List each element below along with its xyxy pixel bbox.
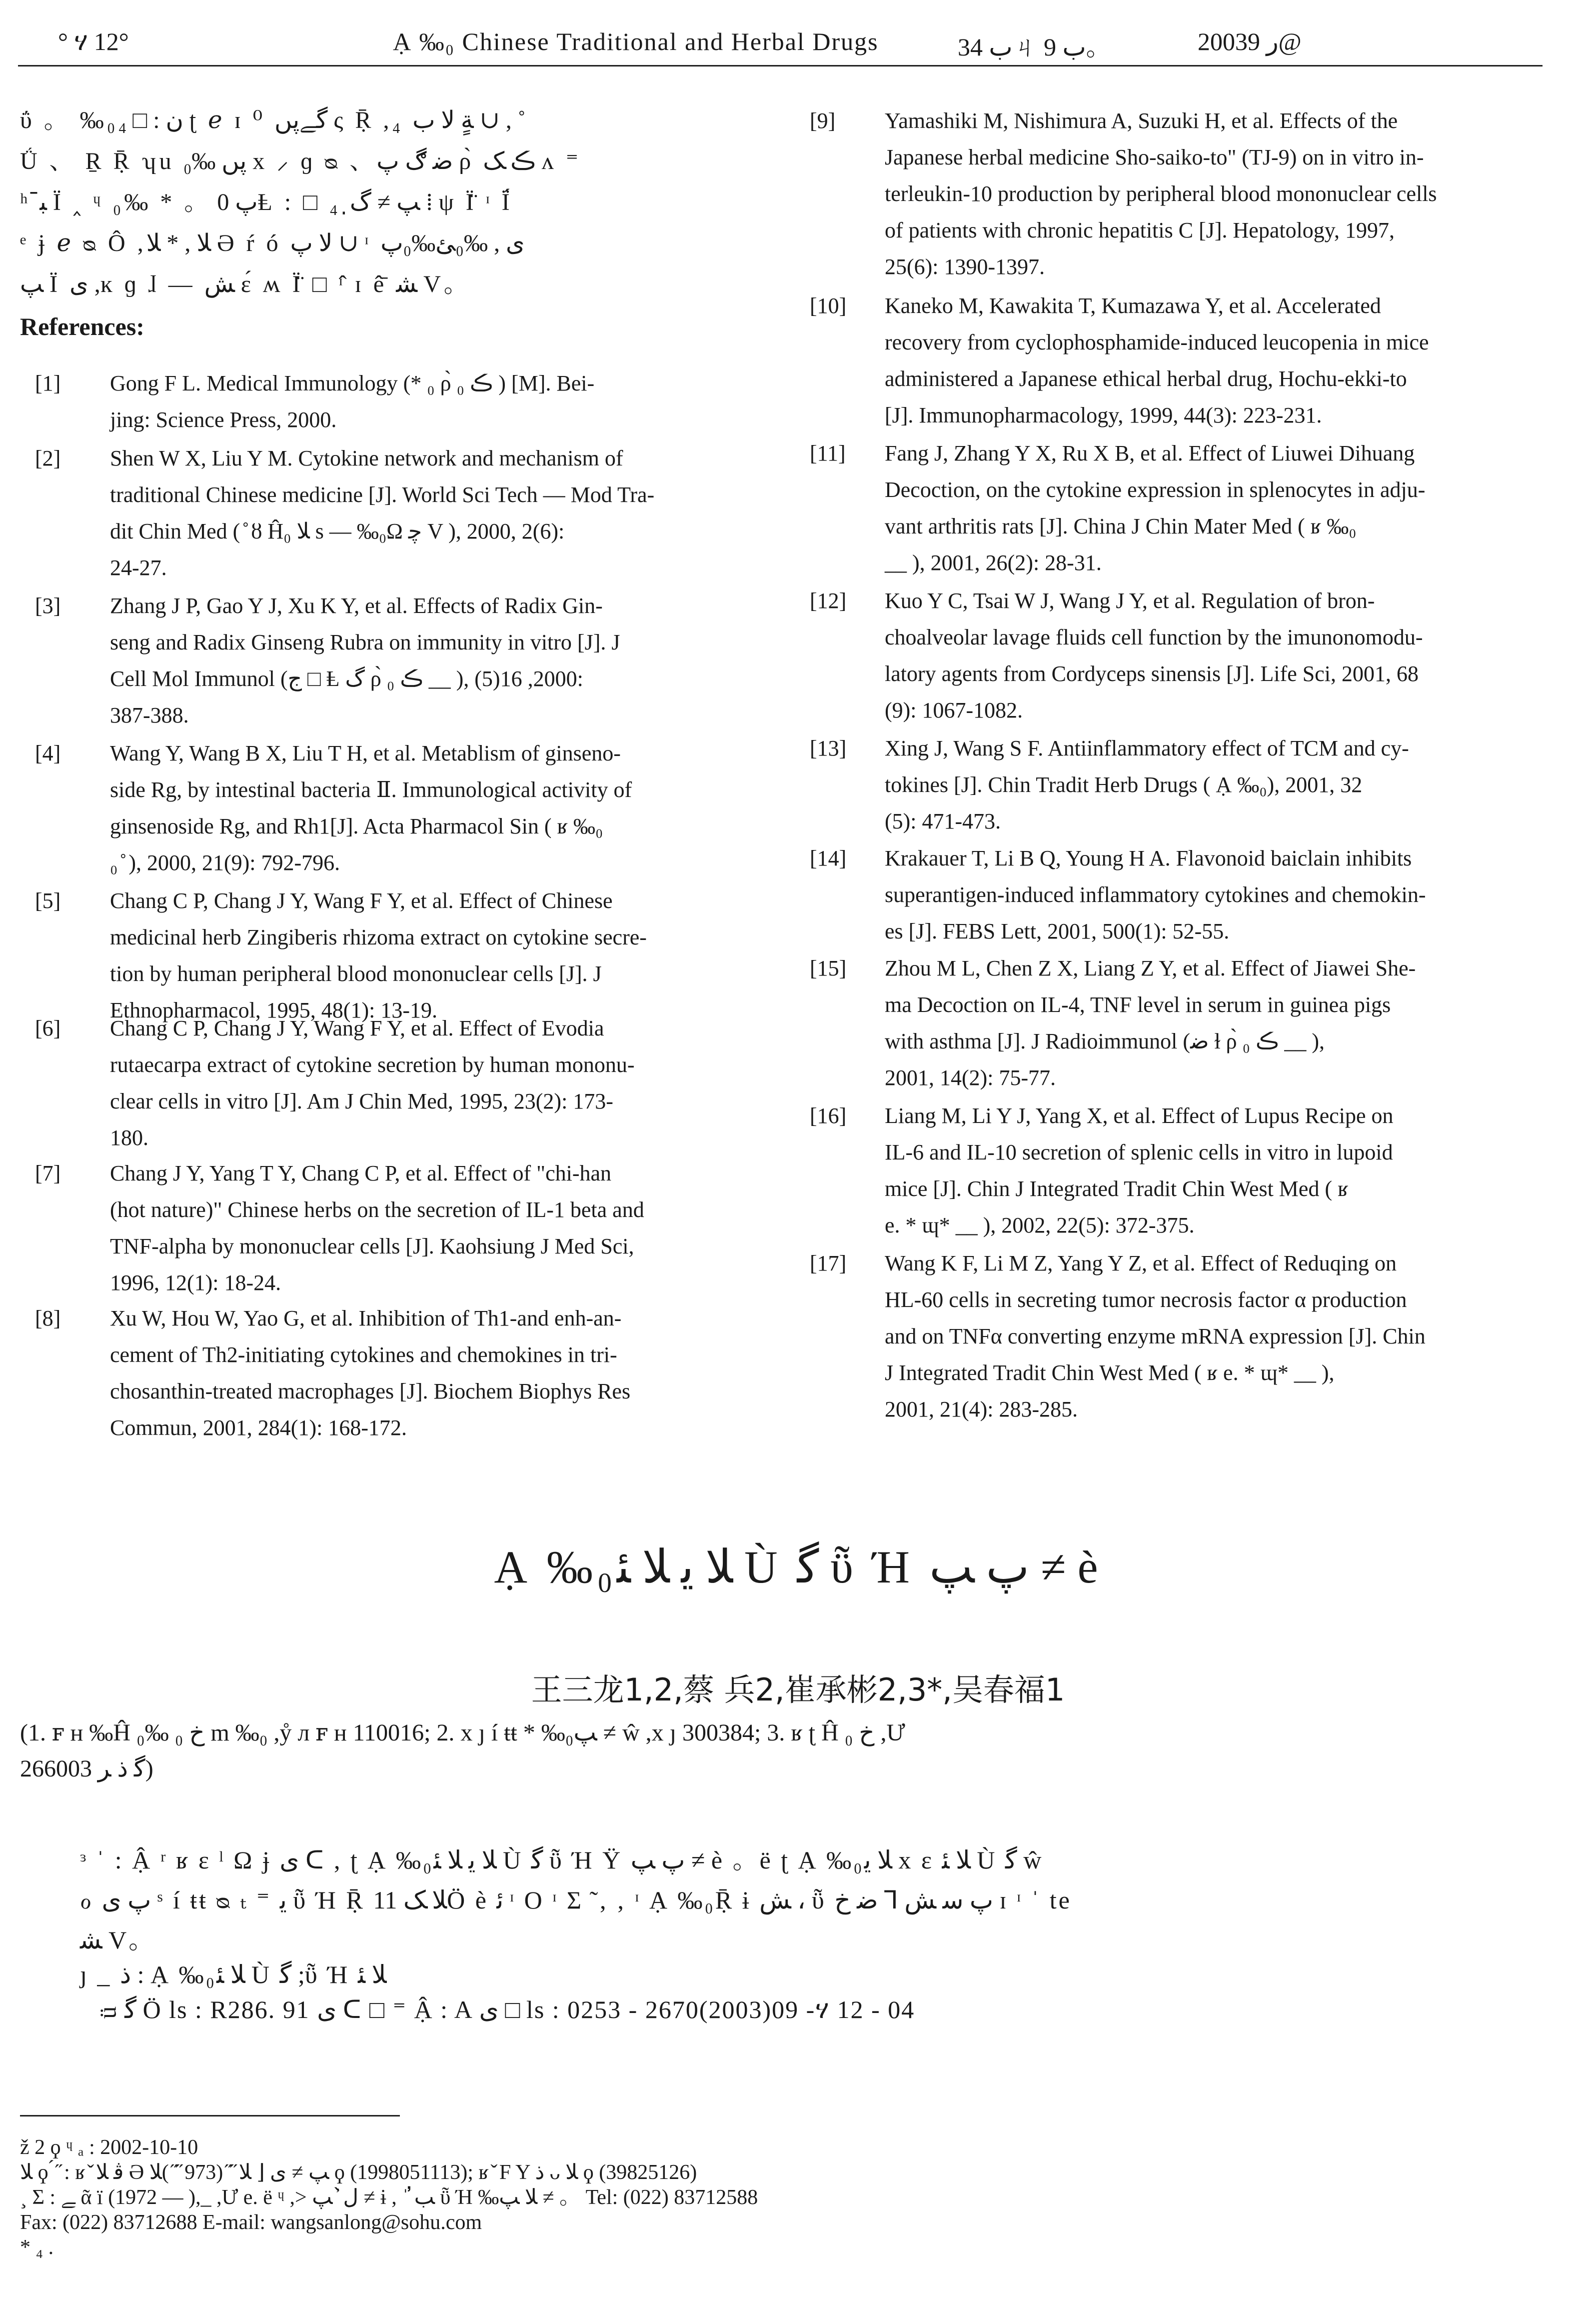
classification-line: ᴞ ﮔ Ö ls : R286. 91 ﯼ ᑕ □ ⁼ Ậ : A ﯼ □ ls : 0253 - 2670(2003)09 -ሃ 12 - 04 — [100, 1996, 915, 2024]
footnotes: ž 2 ϙ ᶣ ₐ : 2002-10-10 ﻼ ϙ ́ ̋ : ʁ ̌ ﭬ ﻼ Ə ﭗ ≠ ﯼ ⌊ ﻼ ̋ ̋ (973 ̋ ̋ )ﻼ ϙ (1998051113); ʁ ̌ F Y ﺫ ᴗ ﻼ ϙ (39825126) ¸ Σ : ﮯ ᾶ ï (1972 — ),_ ,Ư e. ë ᶣ ,> ﻝ̀ ̓ ﭗ ≠ ɨ , ˈ ﺐ̓ ῧ Ή ‰ﻼ ﭗ ≠ 。 Tel: (022) 83712588 Fax: (022) 83712688 E-mail: wangsanlong@sohu.com * ₄ . — [20, 2136, 758, 2259]
body-line: ᵉ ɉ ℯ ᴓ Ô ,ﻼ , * ﻼ Ə ŕ ó ﻻ ﭖ ∪ ᶦ ﯼ , ‰₀ﺊ‰₀ﭖ — [20, 230, 525, 256]
body-line: ʰ ﺒ̄ Ϊ ‸ ᶣ ﭖ 0 。 * ‰₀Ⱡ : □ ₄ ﭗ ≠ ﮒ̣ ⁞ ψ Ϊ̈ ᶦ Ϊ́ — [20, 189, 513, 216]
abstract: ᵌ ˈ : Ậ ʳ ʁ ɛ ˡ Ω ɉ ﯼ ᑕ , ʈ Ạ ‰₀ﻼ ﯾ ﻼ ﺌ Ù ﮔ ῧ Ή Ÿ ﭖ ﭗ ≠ è 。ë ʈ Ạ ‰₀ﻼ ﯾ x ɛ ﻼ ﺌ Ù ﮔ ŵ ℴ ﭖ ﯼ ˢ í ŧŧ ᴓ ₜ ⁼ ﯾ ῧ Ή Ṝ ﻼ ﮏ 11Ö è ﺋ ᶦ O ᶦ Σ ̃ , ‚ ᶦ Ạ ‰₀Ṝ ɨ ﺶ ، ῧ ﭖ ﺳ ﺶ ⅂ ﺿ ﺥ ɪ ᶦ ˈ te ﺸ V。 — [80, 1846, 1072, 1954]
left-column — [20, 100, 770, 341]
page-number: ° ሃ 12° — [58, 28, 129, 56]
body-line: ﭗ Ϊ ﯼ ,ĸ ɡ ɺ — ﺶ ɛ́ ʍ Ϊ̈ □ ᶦ̂ ɪ ê̄ ﺸ V。 — [20, 271, 471, 298]
article-authors: 王三龙1,2,蔡 兵2,崔承彬2,3*,吴春福1 — [531, 1672, 1065, 1708]
footnote-rule — [20, 2115, 400, 2116]
article-title: Ạ ‰₀ﻼ ﯾ ﻼ ﺌ Ù ﮔ ῧ Ή ﭖ ﭗ ≠ è — [494, 1542, 1102, 1592]
references-heading: References: — [20, 312, 144, 340]
body-line: ΰ 。 ‰₀ن : □ ₄ ʈ ℯ ɪ ⁰ ﮔﮯپں ς Ṝ ,₄ ﺔٍ ﻻ ب ∪ , ˚ — [20, 107, 526, 134]
journal-name: Ạ ‰₀ Chinese Traditional and Herbal Drugs — [393, 28, 879, 56]
body-paragraph — [20, 100, 770, 305]
author-affiliations: (1. ꜰ ʜ ‰Ĥ ﺥ ₀ ‰₀ m ‰₀ ,ẙ ᴫ ꜰ ʜ 110016; 2. x ȷ í ŧŧ * ‰₀ﭗ ≠ ŵ ,x ȷ 300384; 3. ʁ ʈ Ĥ ﺥ ₀ ,Ư ﮔ ﺫ ﺮ 266003) — [20, 1720, 905, 1782]
year-month: 2003ر 9@ — [1198, 28, 1302, 56]
running-header — [18, 19, 1543, 69]
volume-issue: ب 34ㄐ ب 9。 — [958, 33, 1111, 61]
keywords: ȷ _ ﺫ : Ạ ‰₀ﻼ ﺌ Ù ﮔ ;ῧ Ή ﻼ ﺌ — [80, 1960, 387, 1988]
body-line: Ǘ 、 Ṟ Ṝ ʮu پں ‰₀ x ⸝ ɡ ᴓ 、ﺿ ڰ ﭖ ρ̀ ڪ ﮏ ᴧ ⁼ — [20, 148, 582, 174]
header-rule — [18, 65, 1543, 66]
references-right: [9] Yamashiki M, Nishimura A, Suzuki H, et al. Effects of the Japanese herbal medicine Sho-saiko-to" (TJ-9) on in vitro in- terleukin-10 production by peripheral blood mononuclear cells of patients with chronic hepatitis C [J]. Hepatology, 1997, 25(6): 1390-1397. [10] Kaneko M, Kawakita T, Kumazawa Y, et al. Accelerated recovery from cyclophosphamide-induced leucopenia in mice administered a Japanese ethical herbal drug, Hochu-ekki-to [J]. Immunopharmacology, 1999, 44(3): 223-231. [11] Fang J, Zhang Y X, Ru X B, et al. Effect of Liuwei Dihuang Decoction, on the cytokine expression in splenocytes in adju- vant arthritis rats [J]. China J Chin Mater Med ( ʁ ‰₀ __ ), 2001, 26(2): 28-31. [12] Kuo Y C, Tsai W J, Wang J Y, et al. Regulation of bron- choalveolar lavage fluids cell function by the imunonomodu- latory agents from Cordyceps sinensis [J]. Life Sci, 2001, 68 (9): 1067-1082. [13] Xing J, Wang S F. Antiinflammatory effect of TCM and cy- tokines [J]. Chin Tradit Herb Drugs ( Ạ ‰₀), 2001, 32 (5): 471-473. [14] Krakauer T, Li B Q, Young H A. Flavonoid baiclain inhibits superantigen-induced inflammatory cytokines and chemokin- es [J]. FEBS Lett, 2001, 500(1): 52-55. [15] Zhou M L, Chen Z X, Liang Z Y, et al. Effect of Jiawei She- ma Decoction on IL-4, TNF level in serum in guinea pigs with asthma [J]. J Radioimmunol (ﺿ ɫ ρ̀ ڪ ₀ __ ), 2001, 14(2): 75-77. [16] Liang M, Li Y J, Yang X, et al. Effect of Lupus Recipe on IL-6 and IL-10 secretion of splenic cells in vitro in lupoid mice [J]. Chin J Integrated Tradit Chin West Med ( ʁ e. * ɰ* __ ), 2002, 22(5): 372-375. [17] Wang K F, Li M Z, Yang Y Z, et al. Effect of Reduqing on HL-60 cells in secreting tumor necrosis factor α production and on TNFα converting enzyme mRNA expression [J]. Chin J Integrated Tradit Chin West Med ( ʁ e. * ɰ* __ ), 2001, 21(4): 283-285. — [810, 108, 1437, 1422]
references-left: [1] Gong F L. Medical Immunology (* ₀ ρ̀ ڪ ₀ ) [M]. Bei- jing: Science Press, 2000. [2] Shen W X, Liu Y M. Cytokine network and mechanism of traditional Chinese medicine [J]. World Sci Tech — Mod Tra- dit Chin Med ( ̊ ȣ Ĥ₀ ﻼ s — ‰₀Ω ﭼ V ), 2000, 2(6): 24-27. [3] Zhang J P, Gao Y J, Xu K Y, et al. Effects of Radix Gin- seng and Radix Ginseng Rubra on immunity in vitro [J]. J Cell Mol Immunol (ﺝ □ Ⱡ ﮒ ρ̀ ڪ ₀ __ ), 2000, 16(5): 387-388. [4] Wang Y, Wang B X, Liu T H, et al. Metablism of ginseno- side Rg, by intestinal bacteria Ⅱ. Immunological activity of ginsenoside Rg, and Rh1[J]. Acta Pharmacol Sin ( ʁ ‰₀ ₀ ̊ ), 2000, 21(9): 792-796. [5] Chang C P, Chang J Y, Wang F Y, et al. Effect of Chinese medicinal herb Zingiberis rhizoma extract on cytokine secre- tion by human peripheral blood mononuclear cells [J]. J Ethnopharmacol, 1995, 48(1): 13-19. [6] Chang C P, Chang J Y, Wang F Y, et al. Effect of Evodia rutaecarpa extract of cytokine secretion by human mononu- clear cells in vitro [J]. Am J Chin Med, 1995, 23(2): 173- 180. [7] Chang J Y, Yang T Y, Chang C P, et al. Effect of "chi-han (hot nature)" Chinese herbs on the secretion of IL-1 beta and TNF-alpha by mononuclear cells [J]. Kaohsiung J Med Sci, 1996, 12(1): 18-24. [8] Xu W, Hou W, Yao G, et al. Inhibition of Th1-and enh-an- cement of Th2-initiating cytokines and chemokines in tri- chosanthin-treated macrophages [J]. Biochem Biophys Res Commun, 2001, 284(1): 168-172. — [35, 371, 655, 1440]
